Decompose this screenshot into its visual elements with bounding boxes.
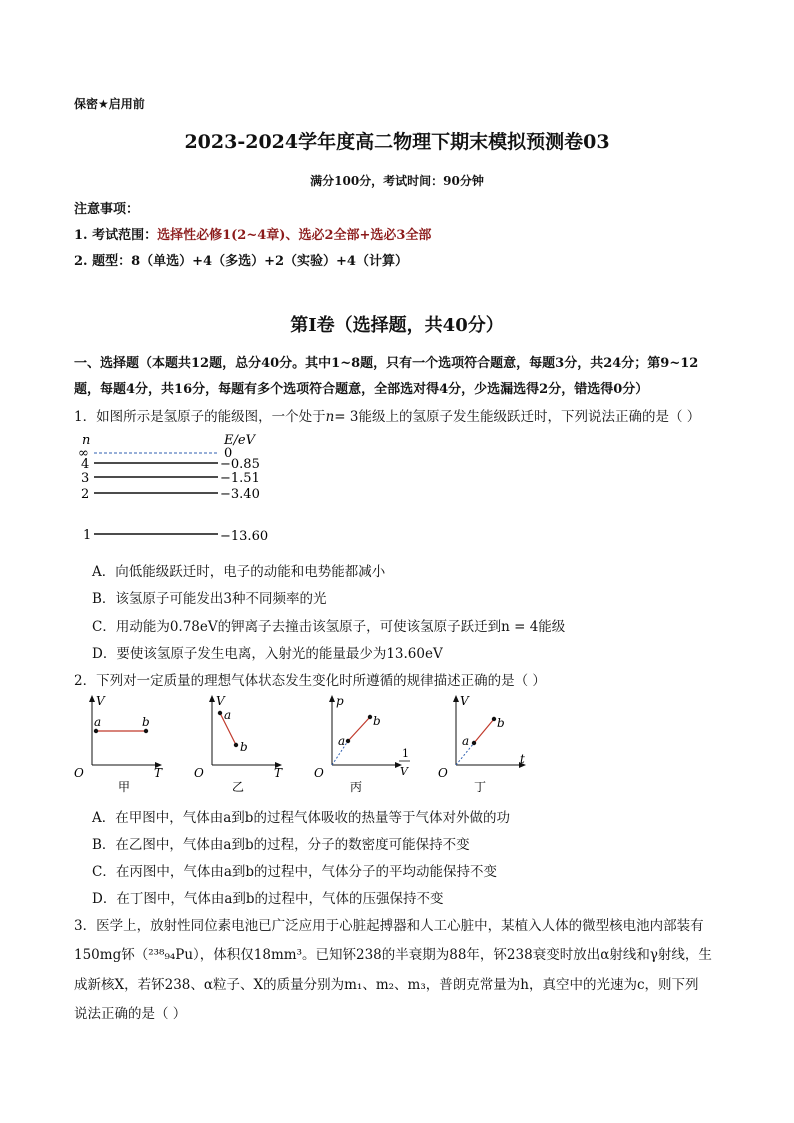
graph-ding-y-arrow — [453, 695, 459, 702]
notes-item-1 — [74, 224, 431, 243]
graph-jia-caption: 甲 — [118, 780, 131, 794]
graph-bing — [310, 693, 420, 795]
graph-ding-label-b: b — [497, 716, 505, 730]
graph-ding — [434, 693, 534, 795]
graph-bing-label-b: b — [373, 714, 381, 728]
graph-jia-origin: O — [74, 766, 84, 780]
graph-bing-process-line — [348, 717, 370, 741]
q1-stem-a: 1．如图所示是氢原子的能级图，一个处于 — [74, 409, 326, 425]
exam-subtitle: 满分100分，考试时间：90分钟 — [310, 174, 484, 188]
graph-yi-point-b — [234, 743, 238, 747]
graph-yi-caption: 乙 — [232, 780, 245, 794]
q2-option-d: D．在丁图中，气体由a到b的过程中，气体的压强保持不变 — [92, 891, 444, 907]
section-title: 第Ⅰ卷（选择题，共40分） — [290, 315, 504, 336]
energy-level-diagram — [74, 428, 294, 548]
confidential-label: 保密★启用前 — [74, 97, 145, 111]
level-4-e: −0.85 — [220, 457, 260, 472]
graph-yi-label-b: b — [240, 740, 248, 754]
graph-bing-origin: O — [314, 766, 324, 780]
q3-line-2: 150mg钚（²³⁸₉₄Pu），体积仅18mm³。已知钚238的半衰期为88年，钚238衰变时放出α射线和γ射线，生 — [74, 947, 712, 963]
q2-option-a: A．在甲图中，气体由a到b的过程气体吸收的热量等于气体对外做的功 — [92, 810, 510, 826]
q1-stem-var: n — [325, 409, 335, 425]
q3-line-1: 3．医学上，放射性同位素电池已广泛应用于心脏起搏器和人工心脏中，某植入人体的微型核电池内部装有 — [74, 918, 704, 934]
q3-line-4: 说法正确的是（ ） — [74, 1006, 187, 1022]
q1-option-c: C．用动能为0.78eV的钾离子去撞击该氢原子，可使该氢原子跃迁到n = 4能级 — [92, 619, 566, 635]
notes-item-1-scope: 选择性必修1(2~4章)、选必2全部+选必3全部 — [157, 228, 432, 243]
q3-line-3: 成新核X，若钚238、α粒子、X的质量分别为m₁、m₂、m₃，普朗克常量为h，真空中的光速为c，则下列 — [74, 977, 699, 993]
graph-yi-point-a — [218, 711, 222, 715]
graph-bing-label-a: a — [338, 734, 346, 748]
q2-option-b: B．在乙图中，气体由a到b的过程，分子的数密度可能保持不变 — [92, 837, 470, 853]
q1-stem — [74, 405, 700, 425]
q1-option-b: B．该氢原子可能发出3种不同频率的光 — [92, 591, 327, 607]
graph-bing-point-a — [346, 739, 350, 743]
q2-stem: 2．下列对一定质量的理想气体状态发生变化时所遵循的规律描述正确的是（ ） — [74, 673, 546, 689]
graph-ding-label-a: a — [462, 734, 470, 748]
q1-option-a: A．向低能级跃迁时，电子的动能和电势能都减小 — [92, 564, 386, 580]
graph-ding-origin: O — [438, 766, 448, 780]
level-2-n: 2 — [81, 487, 90, 502]
level-1-n: 1 — [83, 528, 92, 543]
graph-jia-label-b: b — [142, 715, 150, 729]
graph-jia-y-arrow — [89, 695, 95, 702]
level-2-e: −3.40 — [220, 487, 260, 502]
graph-jia-point-a — [94, 729, 98, 733]
graph-yi-origin: O — [194, 766, 204, 780]
graph-ding-process-line — [474, 719, 494, 743]
exam-title: 2023-2024学年度高二物理下期末模拟预测卷03 — [184, 131, 610, 153]
graph-ding-caption: 丁 — [474, 780, 487, 794]
graph-jia-label-a: a — [94, 715, 102, 729]
graph-yi — [190, 693, 290, 795]
graph-ding-point-a — [472, 741, 476, 745]
level-inf-n: ∞ — [78, 446, 89, 461]
level-4-n: 4 — [81, 457, 90, 472]
graph-jia-point-b — [144, 729, 148, 733]
diagram-n-label: n — [82, 433, 91, 448]
graph-bing-y-label: p — [336, 694, 344, 708]
notes-item-2: 2. 题型：8（单选）+4（多选）+2（实验）+4（计算） — [74, 254, 408, 269]
graph-jia-x-label: T — [154, 766, 163, 780]
graph-bing-y-arrow — [329, 695, 335, 702]
graph-ding-y-label: V — [460, 694, 469, 708]
diagram-e-label: E/eV — [224, 433, 255, 448]
graph-bing-x-label-num: 1 — [402, 747, 409, 760]
level-3-n: 3 — [81, 471, 90, 486]
graph-bing-x-label-den: V — [400, 765, 408, 778]
graph-yi-y-arrow — [209, 695, 215, 702]
graph-bing-point-b — [368, 715, 372, 719]
level-3-e: −1.51 — [220, 471, 260, 486]
level-1-e: −13.60 — [220, 529, 269, 544]
section-instructions-line-1: 一、选择题（本题共12题，总分40分。其中1~8题，只有一个选项符合题意，每题3分，共24分；第9~12 — [74, 356, 699, 371]
graph-yi-label-a: a — [224, 708, 232, 722]
notes-heading: 注意事项： — [74, 202, 140, 217]
graph-jia — [70, 693, 170, 795]
section-instructions-line-2: 题，每题4分，共16分，每题有多个选项符合题意，全部选对得4分，少选漏选得2分，错选得0分） — [74, 382, 649, 397]
graph-jia-y-label: V — [96, 694, 105, 708]
notes-item-1-prefix: 1. 考试范围： — [74, 228, 158, 243]
graph-yi-y-label: V — [216, 694, 225, 708]
q2-option-c: C．在丙图中，气体由a到b的过程中，气体分子的平均动能保持不变 — [92, 864, 498, 880]
graph-yi-x-label: T — [274, 766, 283, 780]
graph-bing-caption: 丙 — [350, 780, 363, 794]
graph-ding-point-b — [492, 717, 496, 721]
q1-option-d: D．要使该氢原子发生电离，入射光的能量最少为13.60eV — [92, 646, 443, 662]
graph-ding-x-label: t — [520, 752, 525, 766]
level-inf-e: 0 — [224, 446, 233, 461]
q1-stem-b: = 3能级上的氢原子发生能级跃迁时，下列说法正确的是（ ） — [334, 409, 701, 425]
